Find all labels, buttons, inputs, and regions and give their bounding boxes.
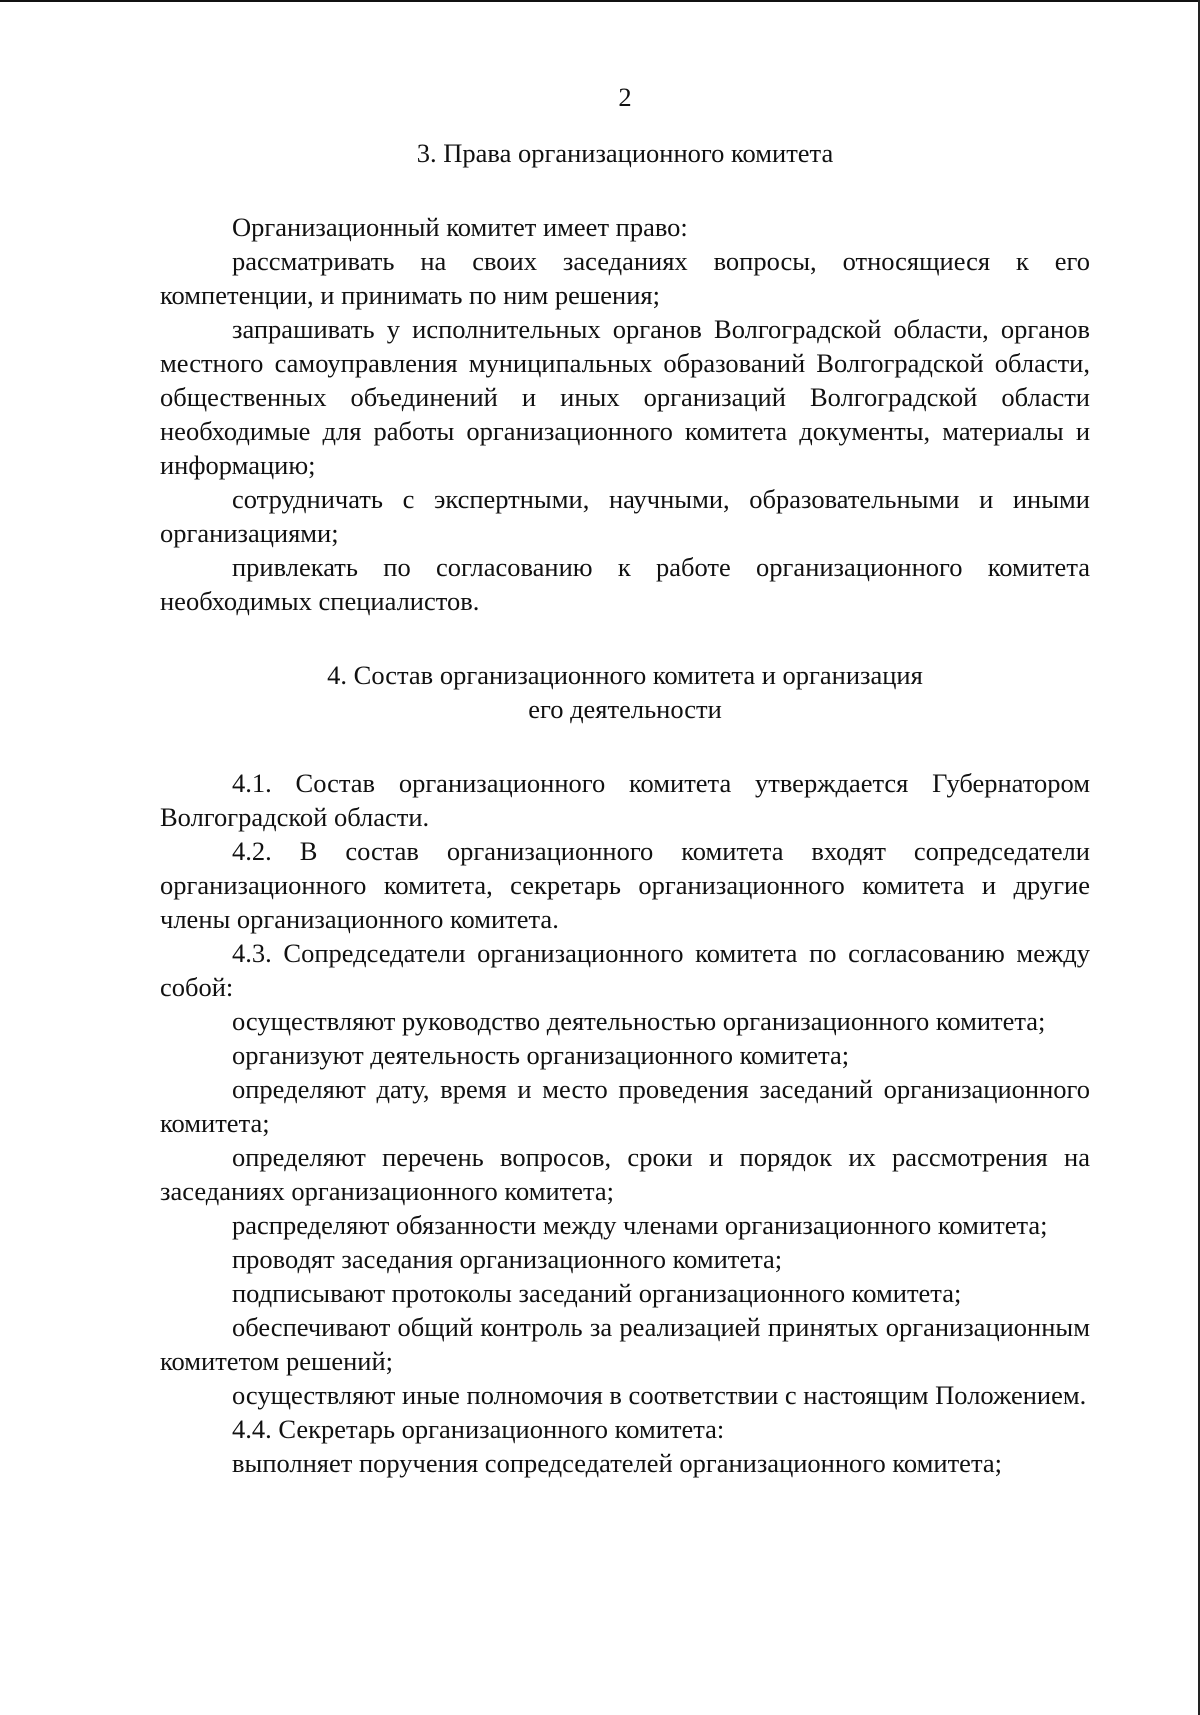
paragraph: обеспечивают общий контроль за реализацией принятых организационным комитетом решений; <box>160 1312 1090 1376</box>
paragraph: Организационный комитет имеет право: <box>232 212 688 242</box>
paragraph: запрашивать у исполнительных органов Волгоградской области, органов местного самоуправления муниципальных образований Волгоградской области, общественных объединений и иных организаций Волгоградской области необходимые для работы организационного комитета документы, материалы и информацию; <box>160 314 1090 480</box>
paragraph: осуществляют руководство деятельностью организационного комитета; <box>232 1006 1046 1036</box>
page-number: 2 <box>618 82 632 112</box>
paragraph: рассматривать на своих заседаниях вопросы, относящиеся к его компетенции, и принимать по ним решения; <box>160 246 1090 310</box>
paragraph: осуществляют иные полномочия в соответствии с настоящим Положением. <box>232 1380 1087 1410</box>
paragraph: 4.1. Состав организационного комитета утверждается Губернатором Волгоградской области. <box>160 768 1090 832</box>
section-4-title-line-1: 4. Состав организационного комитета и организация <box>327 660 923 690</box>
scan-border-top <box>0 0 1200 2</box>
paragraph: распределяют обязанности между членами организационного комитета; <box>232 1210 1048 1240</box>
paragraph: 4.4. Секретарь организационного комитета: <box>232 1414 725 1444</box>
paragraph: сотрудничать с экспертными, научными, образовательными и иными организациями; <box>160 484 1090 548</box>
paragraph: 4.3. Сопредседатели организационного комитета по согласованию между собой: <box>160 938 1090 1002</box>
paragraph: организуют деятельность организационного комитета; <box>232 1040 850 1070</box>
document-page <box>160 80 1090 1480</box>
paragraph: определяют перечень вопросов, сроки и порядок их рассмотрения на заседаниях организационного комитета; <box>160 1142 1090 1206</box>
spacer <box>160 170 1090 210</box>
paragraph: подписывают протоколы заседаний организационного комитета; <box>232 1278 962 1308</box>
paragraph: 4.2. В состав организационного комитета входят сопредседатели организационного комитета, секретарь организационного комитета и другие члены организационного комитета. <box>160 836 1090 934</box>
spacer <box>160 618 1090 658</box>
section-4-body <box>160 766 1090 1480</box>
paragraph: привлекать по согласованию к работе организационного комитета необходимых специалистов. <box>160 552 1090 616</box>
paragraph: выполняет поручения сопредседателей организационного комитета; <box>232 1448 1002 1478</box>
spacer <box>160 114 1090 136</box>
section-4-title <box>160 658 1090 726</box>
paragraph: определяют дату, время и место проведения заседаний организационного комитета; <box>160 1074 1090 1138</box>
paragraph: проводят заседания организационного комитета; <box>232 1244 783 1274</box>
section-3-body <box>160 210 1090 618</box>
section-4-title-line-2: его деятельности <box>528 694 722 724</box>
spacer <box>160 726 1090 766</box>
section-3-title: 3. Права организационного комитета <box>416 138 834 168</box>
